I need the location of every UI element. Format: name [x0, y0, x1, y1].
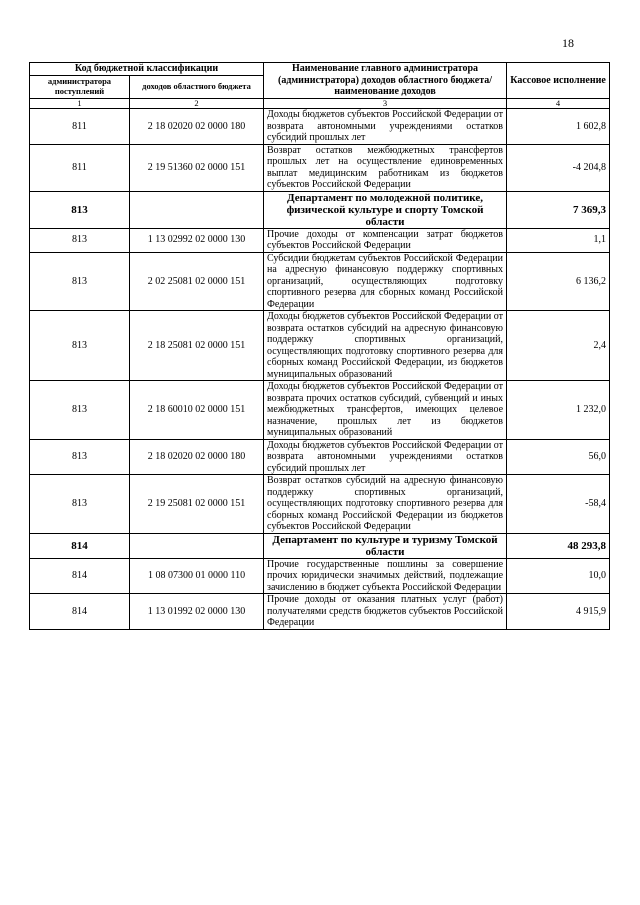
admin-code: 813: [30, 475, 130, 534]
column-number: 2: [130, 98, 264, 109]
admin-code: 813: [30, 311, 130, 381]
revenue-code: 1 13 02992 02 0000 130: [130, 228, 264, 252]
admin-code: 811: [30, 144, 130, 191]
admin-code: 813: [30, 381, 130, 440]
revenue-code: [130, 533, 264, 558]
amount: 2,4: [507, 311, 610, 381]
amount: 4 915,9: [507, 594, 610, 630]
amount: -58,4: [507, 475, 610, 534]
revenue-code: 2 02 25081 02 0000 151: [130, 252, 264, 311]
amount-column-header: Кассовое исполнение: [507, 63, 610, 99]
admin-code: 814: [30, 558, 130, 594]
page-number: 18: [562, 36, 574, 50]
column-number: 3: [264, 98, 507, 109]
revenue-code: 2 19 51360 02 0000 151: [130, 144, 264, 191]
revenue-code: 1 13 01992 02 0000 130: [130, 594, 264, 630]
table-row: [30, 311, 610, 381]
amount: 56,0: [507, 439, 610, 475]
amount: -4 204,8: [507, 144, 610, 191]
admin-column-header: администратора поступлений: [30, 75, 130, 98]
revenue-code: 2 18 02020 02 0000 180: [130, 109, 264, 145]
revenue-code: 2 19 25081 02 0000 151: [130, 475, 264, 534]
admin-code: 811: [30, 109, 130, 145]
admin-code: 813: [30, 252, 130, 311]
revenue-name: Прочие доходы от компенсации затрат бюджетов субъектов Российской Федерации: [264, 228, 507, 252]
admin-code: 813: [30, 191, 130, 228]
department-total: 48 293,8: [507, 533, 610, 558]
revenue-name: Прочие доходы от оказания платных услуг (работ) получателями средств бюджетов субъектов Российской Федерации: [264, 594, 507, 630]
table-row: [30, 439, 610, 475]
table-row: [30, 228, 610, 252]
column-number: 1: [30, 98, 130, 109]
admin-code: 814: [30, 594, 130, 630]
revenue-name: Субсидии бюджетам субъектов Российской Федерации на адресную финансовую поддержку спортивных организаций, осуществляющих подготовку спортивного резерва для сборных команд Российской Федерации: [264, 252, 507, 311]
department-name: Департамент по культуре и туризму Томской области: [264, 533, 507, 558]
revenue-name: Доходы бюджетов субъектов Российской Федерации от возврата остатков субсидий на адресную финансовую поддержку спортивных организаций, осуществляющих подготовку спортивного резерва для сборных команд Российской Федерации, из бюджетов муниципальных образований: [264, 311, 507, 381]
revenue-name: Доходы бюджетов субъектов Российской Федерации от возврата прочих остатков субсидий, субвенций и иных межбюджетных трансфертов, имеющих целевое назначение, прошлых лет из бюджетов муниципальных образований: [264, 381, 507, 440]
table-row: [30, 558, 610, 594]
classification-header: Код бюджетной классификации: [30, 63, 264, 76]
revenue-name: Доходы бюджетов субъектов Российской Федерации от возврата автономными учреждениями остатков субсидий прошлых лет: [264, 109, 507, 145]
table-row: [30, 109, 610, 145]
department-row: [30, 191, 610, 228]
table-row: [30, 594, 610, 630]
revenue-code: 2 18 60010 02 0000 151: [130, 381, 264, 440]
table-row: [30, 144, 610, 191]
admin-code: 813: [30, 439, 130, 475]
revenue-name: Доходы бюджетов субъектов Российской Федерации от возврата автономными учреждениями остатков субсидий прошлых лет: [264, 439, 507, 475]
table-header: [30, 63, 610, 109]
table-body: [30, 109, 610, 630]
revenue-code: [130, 191, 264, 228]
admin-code: 814: [30, 533, 130, 558]
department-name: Департамент по молодежной политике, физической культуре и спорту Томской области: [264, 191, 507, 228]
revenue-code: 2 18 02020 02 0000 180: [130, 439, 264, 475]
amount: 6 136,2: [507, 252, 610, 311]
revenue-table: [29, 62, 610, 630]
amount: 1 602,8: [507, 109, 610, 145]
admin-code: 813: [30, 228, 130, 252]
code-column-header: доходов областного бюджета: [130, 75, 264, 98]
revenue-name: Возврат остатков межбюджетных трансфертов прошлых лет на осуществление единовременных выплат медицинским работникам из бюджетов субъектов Российской Федерации: [264, 144, 507, 191]
department-row: [30, 533, 610, 558]
column-number: 4: [507, 98, 610, 109]
amount: 10,0: [507, 558, 610, 594]
revenue-code: 1 08 07300 01 0000 110: [130, 558, 264, 594]
amount: 1 232,0: [507, 381, 610, 440]
table-row: [30, 381, 610, 440]
table-row: [30, 475, 610, 534]
department-total: 7 369,3: [507, 191, 610, 228]
revenue-name: Прочие государственные пошлины за совершение прочих юридически значимых действий, подлежащие зачислению в бюджет субъекта Российской Федерации: [264, 558, 507, 594]
amount: 1,1: [507, 228, 610, 252]
revenue-name: Возврат остатков субсидий на адресную финансовую поддержку спортивных организаций, осуществляющих подготовку спортивного резерва для сборных команд Российской Федерации из бюджетов субъектов Российской Федерации: [264, 475, 507, 534]
table-row: [30, 252, 610, 311]
name-column-header: Наименование главного администратора (администратора) доходов областного бюджета/ наименование доходов: [264, 63, 507, 99]
revenue-code: 2 18 25081 02 0000 151: [130, 311, 264, 381]
